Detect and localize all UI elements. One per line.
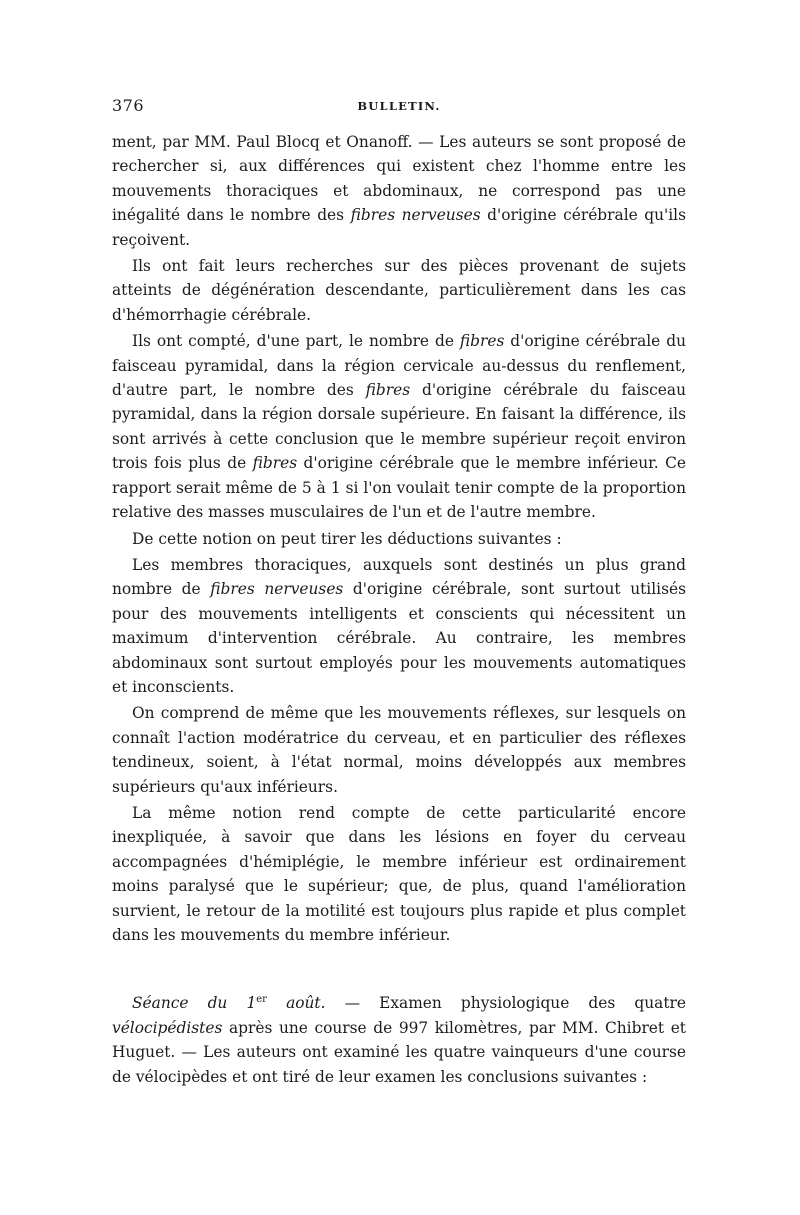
paragraph-1-italic: fibres nerveuses <box>350 206 481 225</box>
session-date-superscript: er <box>256 994 267 1006</box>
paragraph-3-text-b: d'origine cérébrale du faisceau pyramidal, dans la région cervicale au-dessus du renflement, d'autre part, le nombre des <box>112 332 686 400</box>
paragraph-3-text-a: Ils ont compté, d'une part, le nombre de <box>132 332 460 351</box>
paragraph-3-italic-3: fibres <box>252 454 298 473</box>
paragraph-3 <box>112 329 686 524</box>
paragraph-3-italic-1: fibres <box>459 332 505 351</box>
paragraph-8 <box>112 991 686 1089</box>
page-number: 376 <box>112 96 145 115</box>
session-date-month: août. <box>266 994 326 1013</box>
paragraph-5-text-a: Les membres thoraciques, auxquels sont destinés un plus grand nombre de <box>112 555 686 599</box>
paragraph-7: La même notion rend compte de cette particularité encore inexpliquée, à savoir que dans les lésions en foyer du cerveau accompagnées d'hémiplégie, le membre inférieur est ordinairement moins paralysé que le supérieur; que, de plus, quand l'amélioration survient, le retour de la motilité est toujours plus rapide et plus complet dans les mouvements du membre inférieur. <box>112 803 686 944</box>
paragraph-3-text-c: d'origine cérébrale du faisceau pyramidal, dans la région dorsale supérieure. En faisant la différence, ils sont arrivés à cette conclusion que le membre supérieur reçoit environ trois fois plus de <box>112 381 686 473</box>
paragraph-1-text: ment, par MM. Paul Blocq et Onanoff. — Les auteurs se sont proposé de rechercher si, aux différences qui existent chez l'homme entre les mouvements thoraciques et abdominaux, ne correspond pas une inégalité dans le nombre des <box>112 133 686 225</box>
paragraph-5-text-b: d'origine cérébrale, sont surtout utilisés pour des mouvements intelligents et conscients qui nécessitent un maximum d'intervention cérébrale. Au contraire, les membres abdominaux sont surtout employés pour les mouvements automatiques et inconscients. <box>112 580 686 696</box>
paragraph-5-italic: fibres nerveuses <box>210 580 344 599</box>
paragraph-3-italic-2: fibres <box>365 381 411 400</box>
paragraph-1-end: d'origine cérébrale qu'ils reçoivent. <box>112 206 686 249</box>
session-date-italic: Séance du 1 <box>132 994 257 1013</box>
paragraph-1 <box>112 130 686 252</box>
paragraph-8-italic: vélocipédistes <box>112 1018 223 1037</box>
paragraph-4: De cette notion on peut tirer les déductions suivantes : <box>132 529 562 548</box>
paragraph-6: On comprend de même que les mouvements réflexes, sur lesquels on connaît l'action modératrice du cerveau, et en particulier des réflexes tendineux, soient, à l'état normal, moins développés aux membres supérieurs qu'aux inférieurs. <box>112 704 686 796</box>
paragraph-8-text-b: après une course de 997 kilomètres, par MM. Chibret et Huguet. — Les auteurs ont examiné les quatre vainqueurs d'une course de vélocipèdes et ont tiré de leur examen les conclusions suivantes : <box>112 1018 686 1086</box>
book-page <box>112 96 686 1089</box>
paragraph-3-text-d: d'origine cérébrale que le membre inférieur. Ce rapport serait même de 5 à 1 si l'on voulait tenir compte de la proportion relative des masses musculaires de l'un et de l'autre membre. <box>112 454 686 522</box>
paragraph-8-text-a: — Examen physiologique des quatre <box>325 994 686 1013</box>
section-gap <box>112 947 686 991</box>
paragraph-5 <box>112 553 686 699</box>
page-header <box>112 96 686 120</box>
running-title: BULLETIN. <box>357 99 441 113</box>
paragraph-2: Ils ont fait leurs recherches sur des pièces provenant de sujets atteints de dégénération descendante, particulièrement dans les cas d'hémorrhagie cérébrale. <box>112 257 686 324</box>
